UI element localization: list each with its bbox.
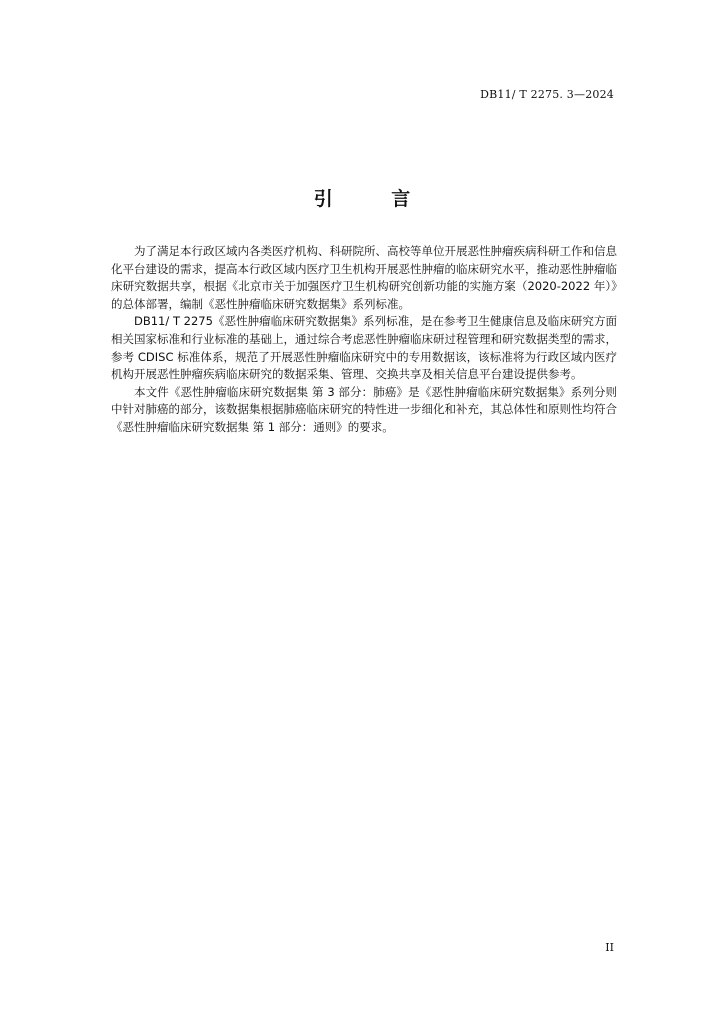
paragraph-series-standard: DB11/ T 2275《恶性肿瘤临床研究数据集》系列标准，是在参考卫生健康信息及临床研究方面相关国家标准和行业标准的基础上，通过综合考虑恶性肿瘤临床研过程管理和研究数据类型的需求，参考 CDISC 标准体系，规范了开展恶性肿瘤临床研究中的专用数据该，该标准将为行政区域内医疗机构开展恶性肿瘤疾病临床研究的数据采集、管理、交换共享及相关信息平台建设提供参考。 bbox=[111, 314, 617, 382]
introduction-body bbox=[111, 243, 617, 437]
section-title: 引 言 bbox=[313, 188, 437, 210]
standard-code-header: DB11/ T 2275. 3—2024 bbox=[480, 88, 614, 101]
paragraph-purpose: 为了满足本行政区域内各类医疗机构、科研院所、高校等单位开展恶性肿瘤疾病科研工作和信息化平台建设的需求，提高本行政区域内医疗卫生机构开展恶性肿瘤的临床研究水平，推动恶性肿瘤临床研究数据共享，根据《北京市关于加强医疗卫生机构研究创新功能的实施方案（2020-2022 年）》的总体部署，编制《恶性肿瘤临床研究数据集》系列标准。 bbox=[111, 244, 617, 311]
paragraph-this-document: 本文件《恶性肿瘤临床研究数据集 第 3 部分：肺癌》是《恶性肿瘤临床研究数据集》系列分则中针对肺癌的部分，该数据集根据肺癌临床研究的特性进一步细化和补充，其总体性和原则性均符合《恶性肿瘤临床研究数据集 第 1 部分：通则》的要求。 bbox=[111, 384, 617, 434]
page-number: II bbox=[605, 941, 614, 954]
